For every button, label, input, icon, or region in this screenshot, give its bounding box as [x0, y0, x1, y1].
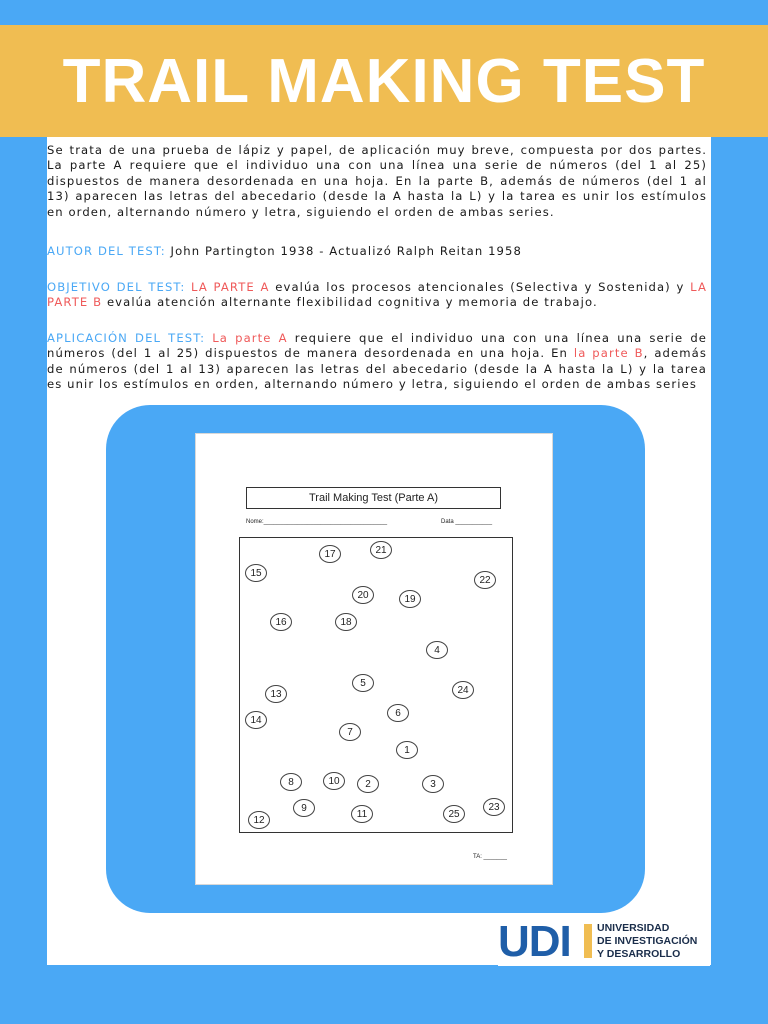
objective-text-a: evalúa los procesos atencionales (Selectiva y Sostenida) y: [275, 280, 685, 294]
number-circle: 8: [280, 773, 302, 791]
application-text-b: , además de números (del 1 al 13) aparecen las letras del abecedario (desde la A hasta la L) y la tarea es unir los estímulos en orden, alternando número y letra, siguiendo el orden de ambas series: [47, 346, 707, 392]
number-circle: 17: [319, 545, 341, 563]
number-circle: 24: [452, 681, 474, 699]
sheet-name-label: Nome:_____________________________________: [246, 519, 388, 525]
university-logo: [498, 918, 710, 966]
logo-text: [597, 922, 697, 961]
test-sheet: [195, 433, 553, 885]
objective-part-a: LA PARTE A: [191, 280, 270, 294]
number-circle: 21: [370, 541, 392, 559]
sheet-date-label: Data ___________: [441, 519, 493, 525]
number-circle: 16: [270, 613, 292, 631]
header-banner: [0, 25, 768, 137]
number-circle: 13: [265, 685, 287, 703]
application-text-a: requiere que el individuo una con una línea una serie de números (del 1 al 25) dispuestos de manera desordenada en una hoja. En: [47, 331, 708, 361]
logo-line-3: Y DESARROLLO: [597, 948, 681, 960]
number-circle: 18: [335, 613, 357, 631]
number-circle: 20: [352, 586, 374, 604]
number-circle: 3: [422, 775, 444, 793]
application-part-a: La parte A: [212, 331, 288, 345]
number-circle: 9: [293, 799, 315, 817]
number-circle: 10: [323, 772, 345, 790]
logo-line-2: DE INVESTIGACIÓN: [597, 935, 698, 947]
sheet-title: Trail Making Test (Parte A): [246, 487, 501, 509]
number-circle: 14: [245, 711, 267, 729]
page-title: TRAIL MAKING TEST: [62, 46, 706, 116]
application-label: APLICACIÓN DEL TEST:: [47, 331, 206, 345]
number-circle: 22: [474, 571, 496, 589]
objective-paragraph: [47, 280, 707, 311]
sheet-grid: [239, 537, 513, 833]
logo-mark: UDI: [498, 917, 571, 966]
logo-line-1: UNIVERSIDAD: [597, 922, 670, 934]
intro-paragraph: Se trata de una prueba de lápiz y papel, de aplicación muy breve, compuesta por dos partes. La parte A requiere que el individuo una con una línea una serie de números (del 1 al 25) dispuestos de manera desordenada en una hoja. En la parte B, además de números (del 1 al 13) aparecen las letras del abecedario (desde la A hasta la L) y la tarea es unir los estímulos en orden, alternando número y letra, siguiendo el orden de ambas series.: [47, 143, 707, 219]
number-circle: 23: [483, 798, 505, 816]
number-circle: 6: [387, 704, 409, 722]
number-circle: 12: [248, 811, 270, 829]
number-circle: 25: [443, 805, 465, 823]
number-circle: 15: [245, 564, 267, 582]
author-value: John Partington 1938 - Actualizó Ralph Reitan 1958: [170, 244, 522, 258]
objective-label: OBJETIVO DEL TEST:: [47, 280, 186, 294]
logo-accent: [584, 924, 592, 958]
objective-text-b: evalúa atención alternante flexibilidad cognitiva y memoria de trabajo.: [106, 295, 598, 310]
application-paragraph: [47, 331, 707, 393]
author-label: AUTOR DEL TEST:: [47, 244, 166, 258]
application-part-b: la parte B: [573, 346, 644, 361]
number-circle: 7: [339, 723, 361, 741]
objective-part-b: LA PARTE B: [47, 280, 707, 310]
number-circle: 11: [351, 805, 373, 823]
author-line: [47, 244, 707, 259]
number-circle: 2: [357, 775, 379, 793]
number-circle: 1: [396, 741, 418, 759]
sheet-time-label: TA: _______: [473, 854, 507, 860]
number-circle: 5: [352, 674, 374, 692]
number-circle: 19: [399, 590, 421, 608]
number-circle: 4: [426, 641, 448, 659]
